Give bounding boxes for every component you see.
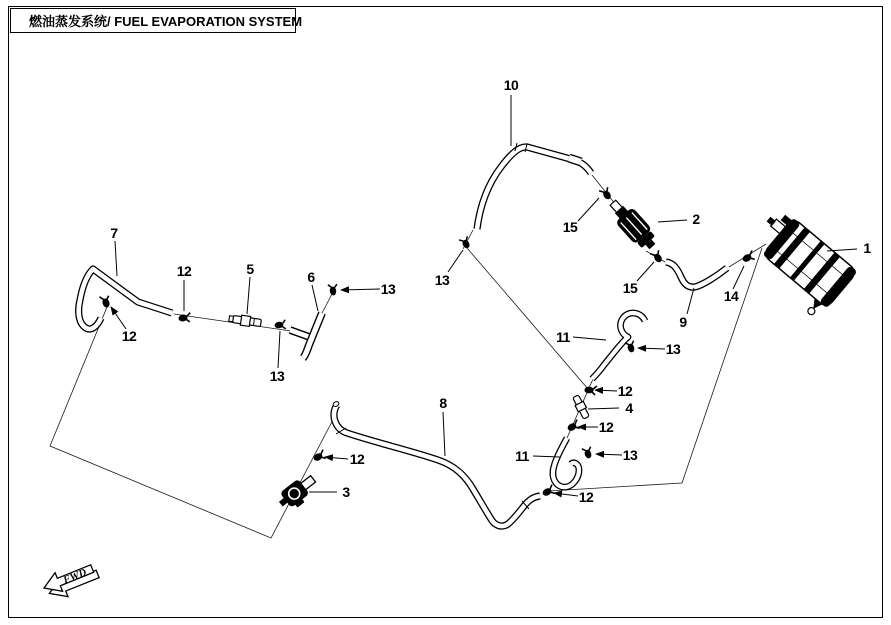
part-callout-4: 4 (625, 400, 633, 416)
part-callout-11: 11 (515, 448, 529, 464)
part-callout-13: 13 (269, 368, 285, 384)
part-callout-15: 15 (562, 219, 578, 235)
part-callout-13: 13 (380, 281, 396, 297)
part-callout-1: 1 (863, 240, 871, 256)
part-callout-9: 9 (679, 314, 687, 330)
part-callout-10: 10 (503, 77, 519, 93)
page-title: 燃油蒸发系统/ FUEL EVAPORATION SYSTEM (29, 14, 303, 29)
title-box (10, 8, 303, 33)
part-callout-13: 13 (622, 447, 638, 463)
part-callout-13: 13 (665, 341, 681, 357)
part-callout-14: 14 (723, 288, 739, 304)
page-border (8, 6, 883, 618)
part-callout-12: 12 (617, 383, 633, 399)
part-callout-8: 8 (439, 395, 447, 411)
part-callout-13: 13 (434, 272, 450, 288)
part-callout-15: 15 (622, 280, 638, 296)
fwd-label: FWD (61, 567, 89, 587)
part-callout-3: 3 (342, 484, 350, 500)
part-callout-12: 12 (349, 451, 365, 467)
part-callout-2: 2 (692, 211, 700, 227)
part-callout-11: 11 (556, 329, 570, 345)
part-callout-7: 7 (110, 225, 118, 241)
part-callout-12: 12 (121, 328, 137, 344)
part-callout-5: 5 (246, 261, 254, 277)
part-callout-12: 12 (578, 489, 594, 505)
part-callout-12: 12 (598, 419, 614, 435)
part-callout-6: 6 (307, 269, 315, 285)
part-callout-12: 12 (176, 263, 192, 279)
